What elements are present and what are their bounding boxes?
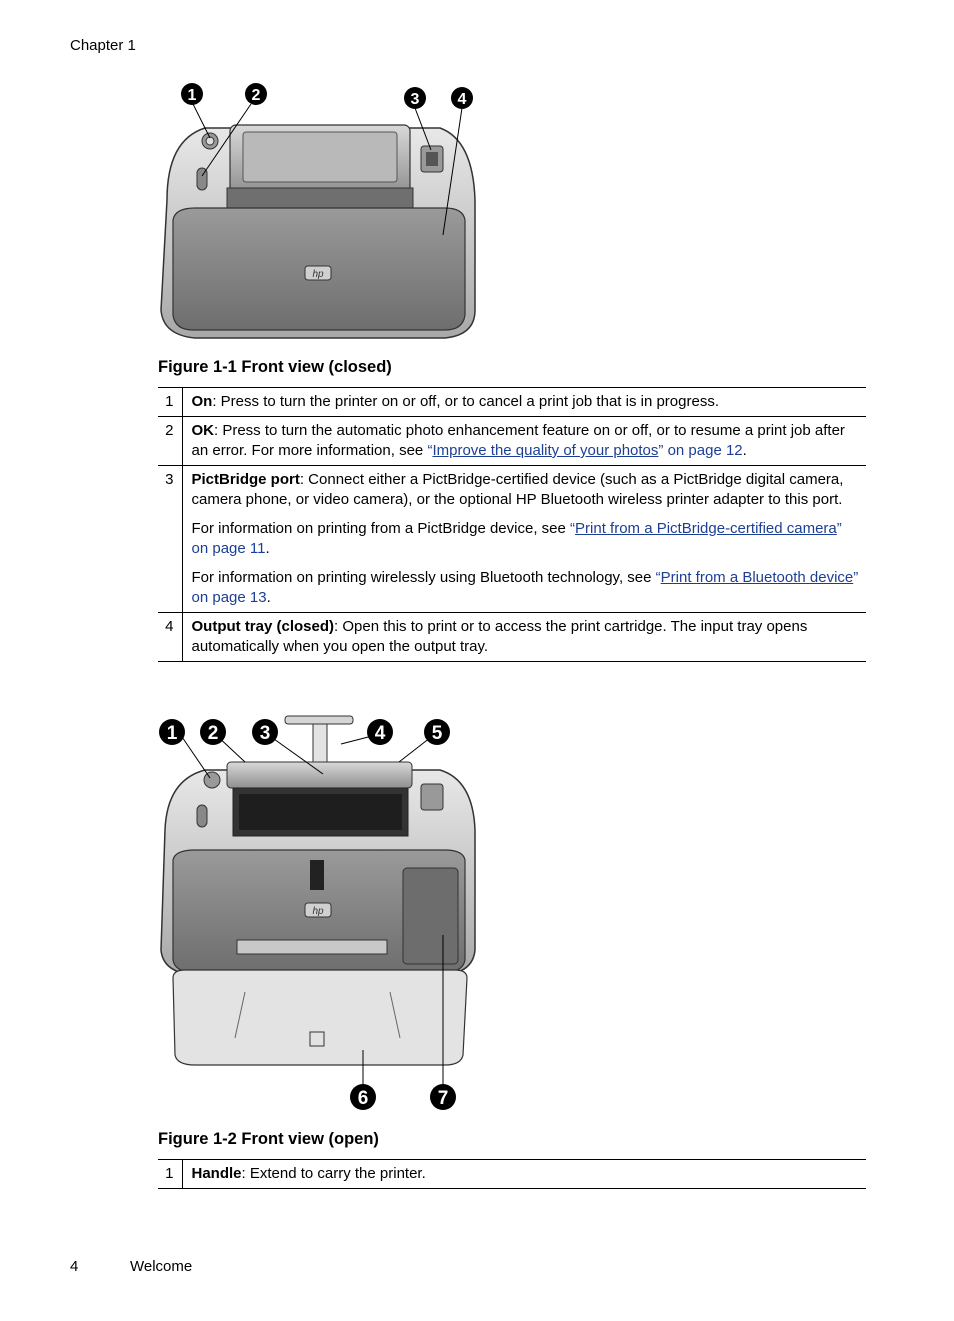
callout-1 xyxy=(181,83,203,105)
legend-description: OK: Press to turn the automatic photo enhancement feature on or off, or to resume a print job after an error. For more information, see “Improve the quality of your photos” on page 12. xyxy=(182,417,866,466)
legend-number: 4 xyxy=(158,613,182,662)
legend-number: 1 xyxy=(158,1160,182,1189)
svg-text:4: 4 xyxy=(457,91,467,108)
link-improve-quality[interactable]: Improve the quality of your photos xyxy=(432,442,659,459)
svg-text:1: 1 xyxy=(166,723,178,744)
svg-text:3: 3 xyxy=(410,91,420,108)
legend-term: On xyxy=(191,393,213,410)
table-row xyxy=(158,466,866,613)
legend-term: Output tray (closed) xyxy=(191,618,335,635)
callout-1 xyxy=(159,719,185,745)
legend-term: Handle xyxy=(191,1165,242,1182)
callout-4 xyxy=(367,719,393,745)
callout-2 xyxy=(245,83,267,105)
svg-text:7: 7 xyxy=(437,1088,449,1109)
legend-description: Output tray (closed): Open this to print or to access the print cartridge. The input tray opens automatically when you open the output tray. xyxy=(182,613,866,662)
figure-2-caption: Figure 1-2 Front view (open) xyxy=(158,1130,379,1148)
legend-number: 1 xyxy=(158,388,182,417)
svg-text:1: 1 xyxy=(187,87,197,104)
legend-number: 2 xyxy=(158,417,182,466)
svg-text:2: 2 xyxy=(251,87,261,104)
figure-2-legend-table xyxy=(158,1159,866,1189)
svg-text:2: 2 xyxy=(207,723,219,744)
svg-text:6: 6 xyxy=(357,1088,369,1109)
table-row xyxy=(158,613,866,662)
footer-section-title: Welcome xyxy=(130,1258,193,1275)
table-row xyxy=(158,388,866,417)
legend-description: Handle: Extend to carry the printer. xyxy=(182,1160,866,1189)
svg-text:4: 4 xyxy=(374,723,386,744)
svg-text:3: 3 xyxy=(259,723,271,744)
legend-number: 3 xyxy=(158,466,182,613)
legend-term: OK xyxy=(191,422,214,439)
callout-3 xyxy=(404,87,426,109)
hp-logo: hp xyxy=(312,269,324,280)
legend-term: PictBridge port xyxy=(191,471,300,488)
table-row xyxy=(158,1160,866,1189)
callout-2 xyxy=(200,719,226,745)
callout-5 xyxy=(424,719,450,745)
figure-1-caption: Figure 1-1 Front view (closed) xyxy=(158,358,392,376)
printer-closed-illustration xyxy=(155,80,485,345)
callout-7 xyxy=(430,1084,456,1110)
legend-description: On: Press to turn the printer on or off, or to cancel a print job that is in progress. xyxy=(182,388,866,417)
running-header: Chapter 1 xyxy=(70,37,136,54)
page-number: 4 xyxy=(70,1258,79,1275)
callout-3 xyxy=(252,719,278,745)
callout-4 xyxy=(451,87,473,109)
callout-6 xyxy=(350,1084,376,1110)
svg-text:5: 5 xyxy=(431,723,443,744)
link-bluetooth-device[interactable]: Print from a Bluetooth device xyxy=(660,569,854,586)
figure-1-legend-table xyxy=(158,387,866,662)
hp-logo: hp xyxy=(312,906,324,917)
legend-description: PictBridge port: Connect either a PictBridge-certified device (such as a PictBridge digital camera, camera phone, or video camera), or the optional HP Bluetooth wireless printer adapter to this port. For information on printing from a PictBridge device, see “Print from a PictBridge-certified camera” on page 11. For information on printing wirelessly using Bluetooth technology, see “Print from a Bluetooth device” on page 13. xyxy=(182,466,866,613)
table-row xyxy=(158,417,866,466)
link-pictbridge-camera[interactable]: Print from a PictBridge-certified camera xyxy=(575,520,837,537)
printer-open-illustration xyxy=(155,710,480,1115)
